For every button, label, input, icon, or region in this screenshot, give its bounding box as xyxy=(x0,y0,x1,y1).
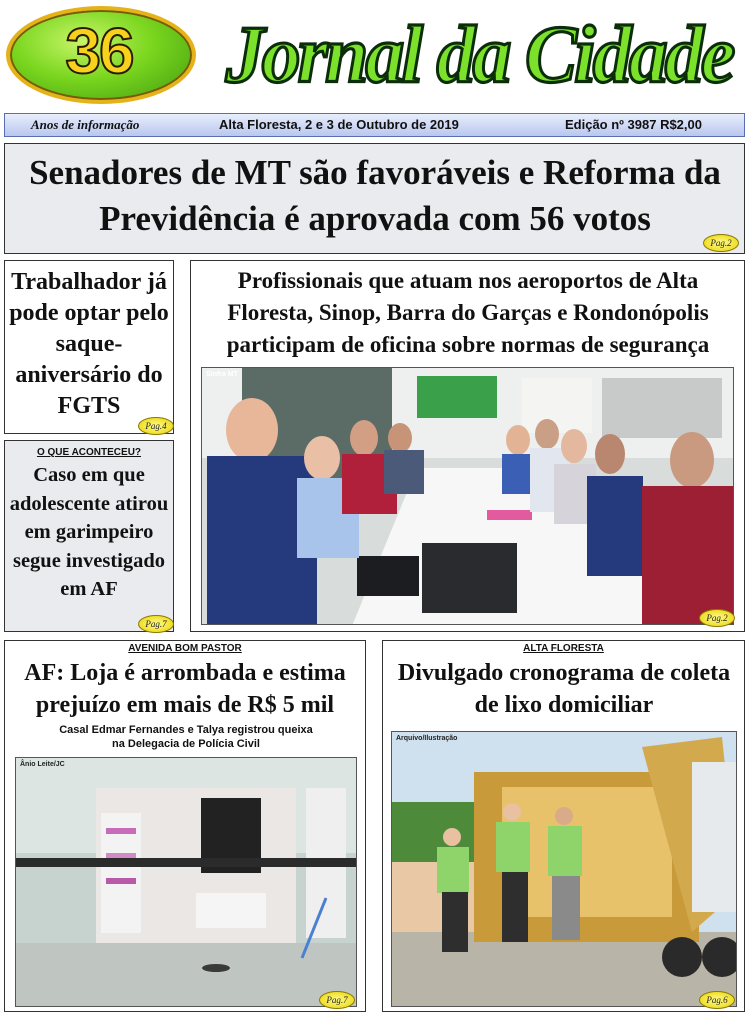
fgts-headline[interactable]: Trabalhador já pode optar pelo saque-aniversário do FGTS xyxy=(9,269,169,419)
page-ref: Pag.4 xyxy=(138,417,174,435)
airport-headline[interactable]: Profissionais que atuam nos aeroportos de Alta Floresta, Sinop, Barra do Garças e Rondonópolis participam de oficina sobre normas de segurança xyxy=(226,268,710,357)
page-ref: Pag.2 xyxy=(699,609,735,627)
edition-price: Edição nº 3987 R$2,00 xyxy=(565,117,702,132)
photo-credit: Sinfra MT xyxy=(206,371,238,378)
trash-headline[interactable]: Divulgado cronograma de coleta de lixo domiciliar xyxy=(397,660,731,718)
store-headline[interactable]: AF: Loja é arrombada e estima prejuízo em mais de R$ 5 mil xyxy=(24,660,346,718)
garbage-truck-photo xyxy=(391,731,737,1007)
page-ref: Pag.7 xyxy=(138,615,174,633)
issue-date: Alta Floresta, 2 e 3 de Outubro de 2019 xyxy=(219,117,459,132)
date-bar xyxy=(4,113,745,137)
store-photo-graphic xyxy=(16,758,357,1007)
trash-story[interactable] xyxy=(382,640,745,1012)
trash-kicker: ALTA FLORESTA xyxy=(523,643,604,654)
newspaper-title: Jornal da Cidade xyxy=(225,7,733,100)
garbage-truck-photo-graphic xyxy=(392,732,737,1007)
case-headline[interactable]: Caso em que adolescente atirou em garimpeiro segue investigado em AF xyxy=(9,464,169,600)
lead-headline[interactable]: Senadores de MT são favoráveis e Reforma da Previdência é aprovada com 56 votos xyxy=(29,153,721,238)
photo-credit: Ânio Leite/JC xyxy=(20,761,65,768)
store-story[interactable] xyxy=(4,640,366,1012)
meeting-photo-graphic xyxy=(202,368,734,625)
lead-story[interactable] xyxy=(4,143,745,254)
meeting-photo xyxy=(201,367,734,625)
store-photo xyxy=(15,757,357,1007)
store-kicker: AVENIDA BOM PASTOR xyxy=(128,643,242,654)
fgts-story[interactable] xyxy=(4,260,174,434)
case-kicker: O QUE ACONTECEU? xyxy=(36,447,142,458)
page-ref: Pag.2 xyxy=(703,234,739,252)
page-ref: Pag.6 xyxy=(699,991,735,1009)
anniversary-number: 36 xyxy=(65,15,133,87)
store-subhead: Casal Edmar Fernandes e Talya registrou queixa na Delegacia de Polícia Civil xyxy=(59,724,313,750)
airport-story[interactable] xyxy=(190,260,745,632)
photo-credit: Arquivo/Ilustração xyxy=(396,735,458,742)
years-label: Anos de informação xyxy=(31,117,140,132)
case-story[interactable] xyxy=(4,440,174,632)
page-ref: Pag.7 xyxy=(319,991,355,1009)
